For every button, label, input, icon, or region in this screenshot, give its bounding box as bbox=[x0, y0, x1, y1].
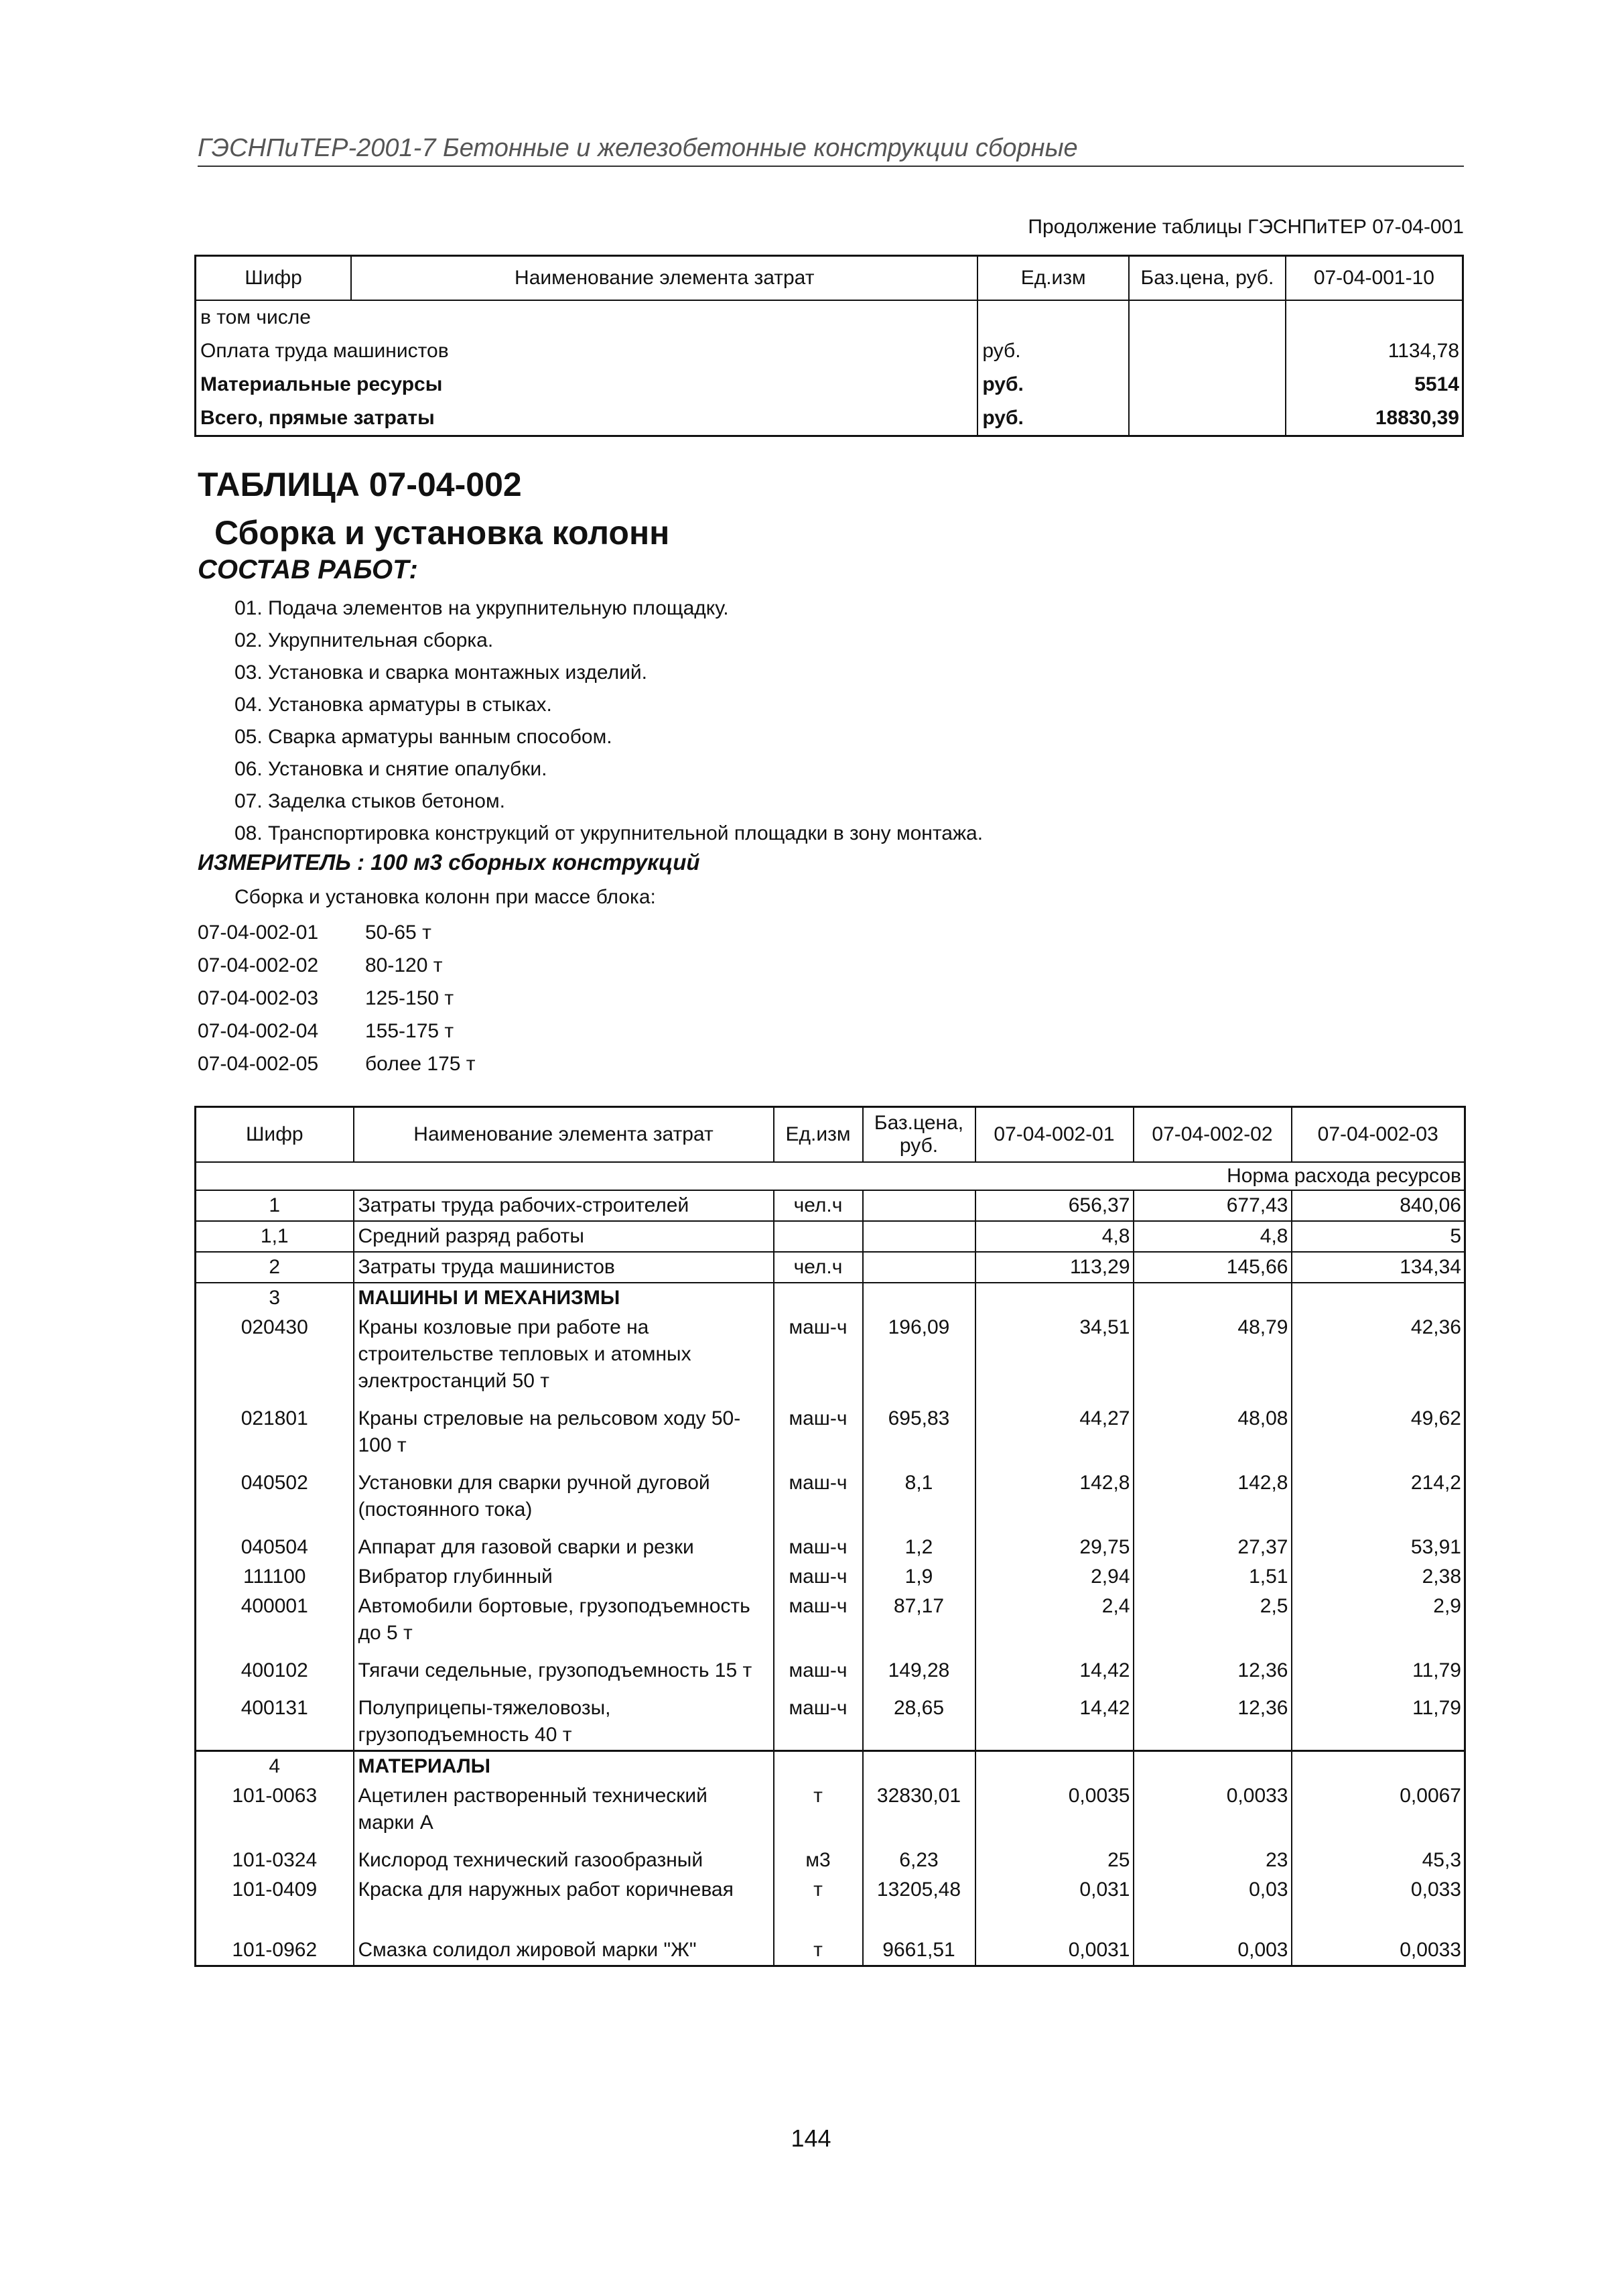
row-name: Краска для наружных работ коричневая bbox=[354, 1875, 774, 1935]
table-row bbox=[196, 1533, 1465, 1562]
row-value-03 bbox=[1292, 1283, 1465, 1313]
row-value-02: 145,66 bbox=[1134, 1252, 1292, 1283]
row-code: 2 bbox=[196, 1252, 354, 1283]
row-name: Установки для сварки ручной дуговой (постоянного тока) bbox=[354, 1468, 774, 1533]
row-name: Смазка солидол жировой марки "Ж" bbox=[354, 1935, 774, 1966]
row-unit: руб. bbox=[977, 401, 1129, 436]
row-price: 149,28 bbox=[863, 1656, 975, 1694]
row-price bbox=[1129, 368, 1286, 401]
row-price bbox=[863, 1283, 975, 1313]
norm-label-row bbox=[196, 1162, 1465, 1190]
row-value-01: 113,29 bbox=[975, 1252, 1134, 1283]
table-row bbox=[196, 1875, 1465, 1935]
row-price: 32830,01 bbox=[863, 1781, 975, 1846]
row-name: Материальные ресурсы bbox=[200, 373, 443, 395]
row-name: Средний разряд работы bbox=[354, 1221, 774, 1252]
variant-row bbox=[198, 982, 476, 1015]
row-value-02: 12,36 bbox=[1134, 1694, 1292, 1751]
row-code: 4 bbox=[196, 1751, 354, 1782]
col-header-unit: Ед.изм bbox=[977, 256, 1129, 301]
row-code: 040504 bbox=[241, 1536, 308, 1558]
row-unit: т bbox=[774, 1935, 863, 1966]
row-code: 400131 bbox=[241, 1697, 308, 1719]
row-name: Автомобили бортовые, грузоподъемность до 5 т bbox=[354, 1592, 774, 1656]
variant-list bbox=[198, 916, 476, 1080]
row-value: 18830,39 bbox=[1286, 401, 1463, 436]
col-header-price: Баз.цена, руб. bbox=[1129, 256, 1286, 301]
row-price: 196,09 bbox=[863, 1313, 975, 1404]
continuation-header-row bbox=[196, 256, 1463, 301]
row-code: 1 bbox=[196, 1190, 354, 1221]
col-header-variant-01: 07-04-002-01 bbox=[975, 1107, 1134, 1163]
row-price bbox=[1129, 300, 1286, 334]
work-item: 06. Установка и снятие опалубки. bbox=[234, 758, 547, 780]
row-value-02: 677,43 bbox=[1134, 1190, 1292, 1221]
row-name: Аппарат для газовой сварки и резки bbox=[354, 1533, 774, 1562]
table-row bbox=[196, 1221, 1465, 1252]
row-value-03: 42,36 bbox=[1292, 1313, 1465, 1404]
table-row bbox=[196, 1468, 1465, 1533]
row-unit bbox=[977, 300, 1129, 334]
row-value-01 bbox=[975, 1751, 1134, 1782]
row-unit: руб. bbox=[977, 368, 1129, 401]
col-header-code: Шифр bbox=[196, 256, 352, 301]
row-value-02: 12,36 bbox=[1134, 1656, 1292, 1694]
row-value-01: 34,51 bbox=[975, 1313, 1134, 1404]
variant-code: 07-04-002-03 bbox=[198, 987, 319, 1009]
row-code: 040502 bbox=[241, 1472, 308, 1494]
row-unit: маш-ч bbox=[774, 1533, 863, 1562]
row-name: Затраты труда рабочих-строителей bbox=[354, 1190, 774, 1221]
page-number: 144 bbox=[791, 2124, 831, 2152]
continuation-row bbox=[196, 334, 1463, 368]
row-name: Полуприцепы-тяжеловозы, грузоподъемность 40 т bbox=[354, 1694, 774, 1751]
row-name: МАШИНЫ И МЕХАНИЗМЫ bbox=[354, 1283, 774, 1313]
row-name: в том числе bbox=[200, 306, 311, 328]
row-unit bbox=[774, 1751, 863, 1782]
row-unit bbox=[774, 1221, 863, 1252]
work-item: 07. Заделка стыков бетоном. bbox=[234, 790, 505, 812]
work-item: 05. Сварка арматуры ванным способом. bbox=[234, 726, 612, 748]
row-code: 111100 bbox=[243, 1566, 306, 1588]
row-value-01: 25 bbox=[975, 1846, 1134, 1875]
row-value-03: 49,62 bbox=[1292, 1404, 1465, 1468]
row-price bbox=[863, 1221, 975, 1252]
variant-row bbox=[198, 916, 476, 949]
row-value-02 bbox=[1134, 1751, 1292, 1782]
variant-code: 07-04-002-01 bbox=[198, 921, 319, 944]
row-value-03: 0,0033 bbox=[1292, 1935, 1465, 1966]
col-header-price: Баз.цена, руб. bbox=[863, 1107, 975, 1163]
row-code: 101-0063 bbox=[232, 1785, 318, 1807]
row-unit: маш-ч bbox=[774, 1694, 863, 1751]
section-row bbox=[196, 1283, 1465, 1313]
row-value-02 bbox=[1134, 1283, 1292, 1313]
work-item: 04. Установка арматуры в стыках. bbox=[234, 694, 552, 716]
col-header-name: Наименование элемента затрат bbox=[351, 256, 977, 301]
row-price: 13205,48 bbox=[863, 1875, 975, 1935]
table-row bbox=[196, 1404, 1465, 1468]
row-value-03: 2,38 bbox=[1292, 1562, 1465, 1592]
row-code: 020430 bbox=[241, 1316, 308, 1338]
row-value-01: 4,8 bbox=[975, 1221, 1134, 1252]
variant-mass: более 175 т bbox=[365, 1053, 476, 1075]
table-row bbox=[196, 1562, 1465, 1592]
row-price: 1,9 bbox=[863, 1562, 975, 1592]
row-value-03: 214,2 bbox=[1292, 1468, 1465, 1533]
row-value-03: 11,79 bbox=[1292, 1694, 1465, 1751]
row-value bbox=[1286, 300, 1463, 334]
variant-code: 07-04-002-04 bbox=[198, 1020, 319, 1042]
variant-code: 07-04-002-05 bbox=[198, 1053, 319, 1075]
row-name: Всего, прямые затраты bbox=[196, 401, 978, 436]
table-row bbox=[196, 1935, 1465, 1966]
row-name: Тягачи седельные, грузоподъемность 15 т bbox=[354, 1656, 774, 1694]
row-name: Краны козловые при работе на строительстве тепловых и атомных электростанций 50 т bbox=[354, 1313, 774, 1404]
row-code: 101-0962 bbox=[232, 1939, 318, 1961]
row-code: 021801 bbox=[241, 1407, 308, 1429]
row-price: 695,83 bbox=[863, 1404, 975, 1468]
works-heading: СОСТАВ РАБОТ: bbox=[198, 555, 418, 584]
row-unit: руб. bbox=[977, 334, 1129, 368]
row-unit: чел.ч bbox=[774, 1190, 863, 1221]
row-name: МАТЕРИАЛЫ bbox=[354, 1751, 774, 1782]
row-value-02: 2,5 bbox=[1134, 1592, 1292, 1656]
row-value-02: 0,03 bbox=[1134, 1875, 1292, 1935]
variant-code: 07-04-002-02 bbox=[198, 954, 319, 976]
row-unit: маш-ч bbox=[774, 1404, 863, 1468]
section-title: Сборка и установка колонн bbox=[214, 514, 670, 552]
norm-label: Норма расхода ресурсов bbox=[196, 1162, 1465, 1190]
continuation-row bbox=[196, 368, 1463, 401]
row-value-02: 48,08 bbox=[1134, 1404, 1292, 1468]
row-value-01 bbox=[975, 1283, 1134, 1313]
row-name: Оплата труда машинистов bbox=[200, 340, 449, 362]
col-header-value: 07-04-001-10 bbox=[1286, 256, 1463, 301]
section-row bbox=[196, 1751, 1465, 1782]
row-value-03: 53,91 bbox=[1292, 1533, 1465, 1562]
works-list bbox=[234, 592, 983, 850]
work-item: 02. Укрупнительная сборка. bbox=[234, 629, 494, 651]
row-price bbox=[863, 1252, 975, 1283]
row-price bbox=[863, 1751, 975, 1782]
variant-mass: 80-120 т bbox=[365, 954, 443, 976]
row-price: 28,65 bbox=[863, 1694, 975, 1751]
row-value-02: 1,51 bbox=[1134, 1562, 1292, 1592]
row-unit: маш-ч bbox=[774, 1562, 863, 1592]
table-row bbox=[196, 1781, 1465, 1846]
row-unit: маш-ч bbox=[774, 1468, 863, 1533]
row-price: 87,17 bbox=[863, 1592, 975, 1656]
row-value-03: 0,033 bbox=[1292, 1875, 1465, 1935]
row-value-02: 27,37 bbox=[1134, 1533, 1292, 1562]
row-value-03: 134,34 bbox=[1292, 1252, 1465, 1283]
row-name: Краны стреловые на рельсовом ходу 50-100 т bbox=[354, 1404, 774, 1468]
col-header-unit: Ед.изм bbox=[774, 1107, 863, 1163]
row-value-01: 2,94 bbox=[975, 1562, 1134, 1592]
row-value-03: 11,79 bbox=[1292, 1656, 1465, 1694]
row-unit: маш-ч bbox=[774, 1656, 863, 1694]
col-header-variant-03: 07-04-002-03 bbox=[1292, 1107, 1465, 1163]
row-unit: т bbox=[774, 1875, 863, 1935]
work-item: 08. Транспортировка конструкций от укрупнительной площадки в зону монтажа. bbox=[234, 822, 984, 844]
variant-row bbox=[198, 1047, 476, 1080]
row-name: Затраты труда машинистов bbox=[354, 1252, 774, 1283]
row-unit: маш-ч bbox=[774, 1592, 863, 1656]
row-value-03: 0,0067 bbox=[1292, 1781, 1465, 1846]
row-value-01: 44,27 bbox=[975, 1404, 1134, 1468]
row-value-01: 0,031 bbox=[975, 1875, 1134, 1935]
row-value-01: 29,75 bbox=[975, 1533, 1134, 1562]
col-header-variant-02: 07-04-002-02 bbox=[1134, 1107, 1292, 1163]
table-row bbox=[196, 1592, 1465, 1656]
row-price: 1,2 bbox=[863, 1533, 975, 1562]
continuation-caption: Продолжение таблицы ГЭСНПиТЕР 07-04-001 bbox=[1028, 216, 1464, 238]
variant-mass: 155-175 т bbox=[365, 1020, 454, 1042]
table-label: ТАБЛИЦА 07-04-002 bbox=[198, 466, 522, 503]
continuation-row bbox=[196, 401, 1463, 436]
measurement-unit: ИЗМЕРИТЕЛЬ : 100 м3 сборных конструкций bbox=[198, 850, 700, 875]
mass-intro: Сборка и установка колонн при массе блока: bbox=[234, 886, 656, 908]
row-value-02: 0,003 bbox=[1134, 1935, 1292, 1966]
resource-table bbox=[194, 1106, 1466, 1967]
row-price: 6,23 bbox=[863, 1846, 975, 1875]
row-unit: м3 bbox=[774, 1846, 863, 1875]
row-value-02: 4,8 bbox=[1134, 1221, 1292, 1252]
row-name: Вибратор глубинный bbox=[354, 1562, 774, 1592]
running-header: ГЭСНПиТЕР-2001-7 Бетонные и железобетонные конструкции сборные bbox=[198, 134, 1464, 167]
row-value-03: 45,3 bbox=[1292, 1846, 1465, 1875]
row-code: 400001 bbox=[241, 1595, 308, 1617]
row-value-03 bbox=[1292, 1751, 1465, 1782]
row-name: Ацетилен растворенный технический марки А bbox=[354, 1781, 774, 1846]
resource-header-row bbox=[196, 1107, 1465, 1163]
row-unit: т bbox=[774, 1781, 863, 1846]
table-row bbox=[196, 1252, 1465, 1283]
row-value-01: 2,4 bbox=[975, 1592, 1134, 1656]
row-price: 8,1 bbox=[863, 1468, 975, 1533]
variant-mass: 125-150 т bbox=[365, 987, 454, 1009]
row-value-01: 656,37 bbox=[975, 1190, 1134, 1221]
row-value-01: 14,42 bbox=[975, 1656, 1134, 1694]
row-code: 3 bbox=[269, 1287, 281, 1309]
table-row bbox=[196, 1190, 1465, 1221]
row-code: 1,1 bbox=[196, 1221, 354, 1252]
row-value: 1134,78 bbox=[1286, 334, 1463, 368]
row-unit bbox=[774, 1283, 863, 1313]
row-value-02: 0,0033 bbox=[1134, 1781, 1292, 1846]
row-unit: чел.ч bbox=[774, 1252, 863, 1283]
table-row bbox=[196, 1313, 1465, 1404]
row-value-01: 14,42 bbox=[975, 1694, 1134, 1751]
variant-row bbox=[198, 1015, 476, 1047]
row-value-02: 48,79 bbox=[1134, 1313, 1292, 1404]
col-header-name: Наименование элемента затрат bbox=[354, 1107, 774, 1163]
table-row bbox=[196, 1694, 1465, 1751]
row-value-02: 142,8 bbox=[1134, 1468, 1292, 1533]
row-value-03: 5 bbox=[1292, 1221, 1465, 1252]
work-item: 03. Установка и сварка монтажных изделий. bbox=[234, 661, 647, 684]
table-row bbox=[196, 1846, 1465, 1875]
row-name: Кислород технический газообразный bbox=[354, 1846, 774, 1875]
row-price bbox=[863, 1190, 975, 1221]
row-value-03: 2,9 bbox=[1292, 1592, 1465, 1656]
row-price bbox=[1129, 401, 1286, 436]
row-value-01: 0,0031 bbox=[975, 1935, 1134, 1966]
row-value-01: 0,0035 bbox=[975, 1781, 1134, 1846]
table-row bbox=[196, 1656, 1465, 1694]
variant-mass: 50-65 т bbox=[365, 921, 431, 944]
row-unit: маш-ч bbox=[774, 1313, 863, 1404]
continuation-row bbox=[196, 300, 1463, 334]
row-code: 400102 bbox=[241, 1659, 308, 1681]
row-value: 5514 bbox=[1286, 368, 1463, 401]
variant-row bbox=[198, 949, 476, 982]
continuation-table bbox=[194, 255, 1464, 437]
row-price bbox=[1129, 334, 1286, 368]
row-value-02: 23 bbox=[1134, 1846, 1292, 1875]
row-value-03: 840,06 bbox=[1292, 1190, 1465, 1221]
row-value-01: 142,8 bbox=[975, 1468, 1134, 1533]
col-header-code: Шифр bbox=[196, 1107, 354, 1163]
row-code: 101-0324 bbox=[232, 1849, 318, 1871]
row-price: 9661,51 bbox=[863, 1935, 975, 1966]
row-code: 101-0409 bbox=[232, 1878, 318, 1901]
work-item: 01. Подача элементов на укрупнительную площадку. bbox=[234, 597, 729, 619]
